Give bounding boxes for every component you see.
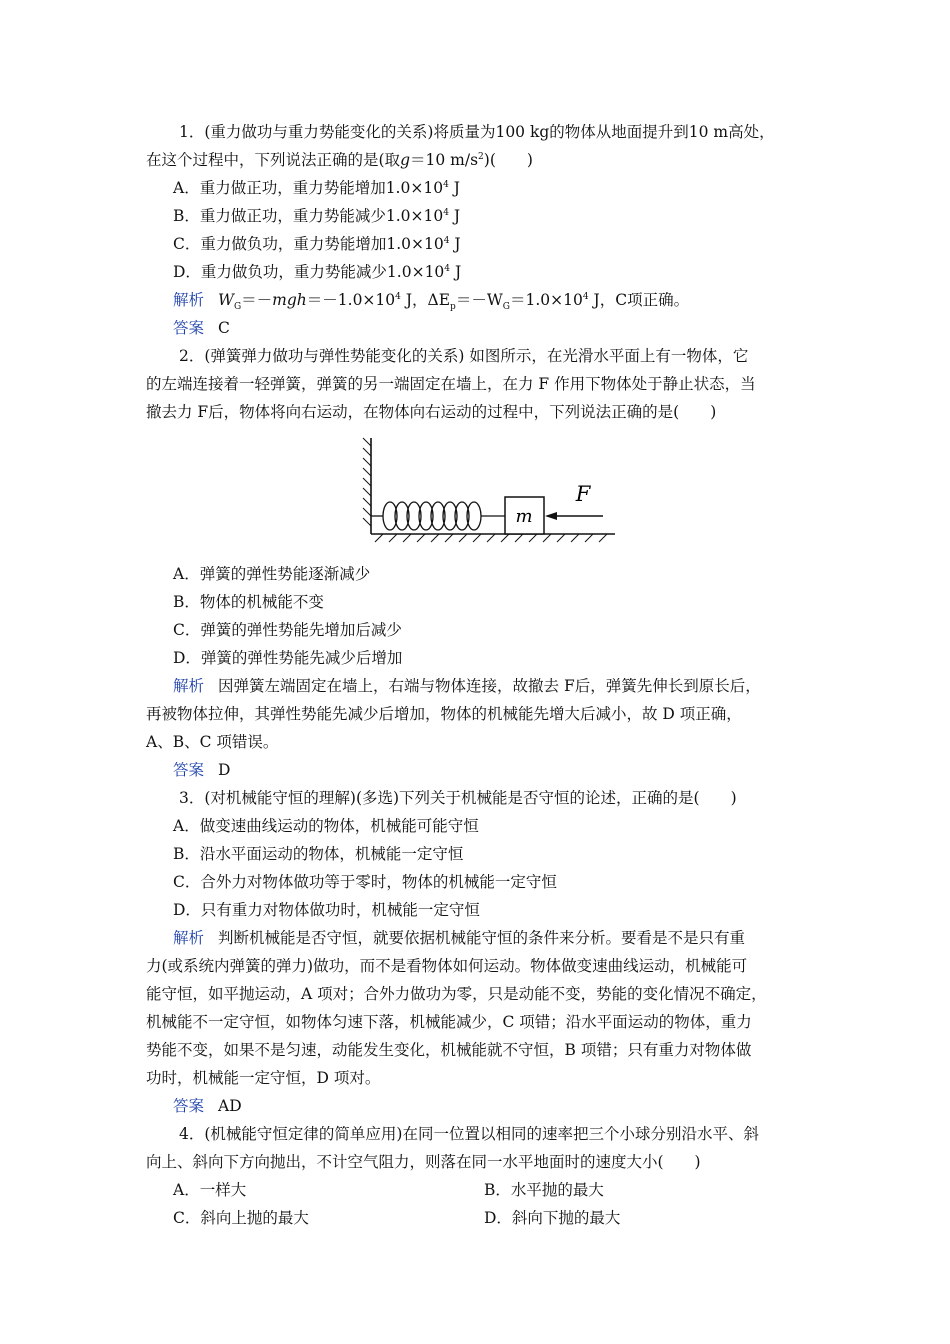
q3-analysis-line-6: 功时，机械能一定守恒，D 项对。 bbox=[146, 1069, 381, 1087]
q2-option-a[interactable]: A．弹簧的弹性势能逐渐减少 bbox=[173, 565, 371, 583]
q4-stem-line-1: 4．(机械能守恒定律的简单应用)在同一位置以相同的速率把三个小球分别沿水平、斜 bbox=[179, 1125, 759, 1143]
q2-analysis-line-1: 解析 因弹簧左端固定在墙上，右端与物体连接，故撤去 F后，弹簧先伸长到原长后， bbox=[173, 677, 761, 695]
q1-option-b[interactable]: B．重力做正功，重力势能减少$1.0\times 10^4$ J bbox=[173, 207, 461, 225]
q3-stem: 3．(对机械能守恒的理解)(多选)下列关于机械能是否守恒的论述，正确的是( ) bbox=[179, 789, 737, 807]
question-page bbox=[146, 118, 795, 1232]
q1-answer: 答案 C bbox=[173, 319, 230, 337]
analysis-label: 解析 bbox=[173, 291, 205, 309]
q4-stem-line-2: 向上、斜向下方向抛出，不计空气阻力，则落在同一水平地面时的速度大小( ) bbox=[146, 1153, 701, 1171]
q4-option-b[interactable]: B．水平抛的最大 bbox=[484, 1181, 604, 1199]
answer-label: 答案 bbox=[173, 319, 205, 337]
q4-option-a[interactable]: A．一样大 bbox=[173, 1181, 247, 1199]
q2-stem-line-3: 撤去力 F后，物体将向右运动，在物体向右运动的过程中，下列说法正确的是( ) bbox=[146, 403, 717, 421]
q2-option-b[interactable]: B．物体的机械能不变 bbox=[173, 593, 324, 611]
spring-coil bbox=[371, 502, 505, 530]
q3-option-b[interactable]: B．沿水平面运动的物体，机械能一定守恒 bbox=[173, 845, 464, 863]
spring-diagram bbox=[173, 426, 795, 560]
q3-answer: 答案 AD bbox=[173, 1097, 242, 1115]
q3-analysis-line-3: 能守恒，如平抛运动，A 项对；合外力做功为零，只是动能不变，势能的变化情况不确定， bbox=[146, 985, 767, 1003]
mass-label: m bbox=[515, 506, 533, 527]
q4-option-d[interactable]: D．斜向下抛的最大 bbox=[484, 1209, 621, 1227]
q3-analysis-line-1: 解析 判断机械能是否守恒，就要依据机械能守恒的条件来分析。要看是不是只有重 bbox=[173, 929, 746, 947]
q3-analysis-line-4: 机械能不一定守恒，如物体匀速下落，机械能减少，C 项错；沿水平面运动的物体，重力 bbox=[146, 1013, 752, 1031]
q2-answer: 答案 D bbox=[173, 761, 231, 779]
q1-stem-line-1: 1．(重力做功与重力势能变化的关系)将质量为100 kg的物体从地面提升到10 m高处， bbox=[179, 123, 775, 141]
q1-option-a[interactable]: A．重力做正功，重力势能增加$1.0\times 10^4$ J bbox=[173, 179, 460, 197]
q1-stem-line-2: 在这个过程中，下列说法正确的是(取g＝10 $m/s^2$)( ) bbox=[146, 151, 533, 169]
q2-stem-line-1: 2．(弹簧弹力做功与弹性势能变化的关系) 如图所示，在光滑水平面上有一物体，它 bbox=[179, 347, 749, 365]
q2-option-c[interactable]: C．弹簧的弹性势能先增加后减少 bbox=[173, 621, 402, 639]
q1-option-c[interactable]: C．重力做负功，重力势能增加$1.0\times 10^4$ J bbox=[173, 235, 461, 253]
q3-analysis-line-5: 势能不变，如果不是匀速，动能发生变化，机械能就不守恒，B 项错；只有重力对物体做 bbox=[146, 1041, 752, 1059]
q3-option-a[interactable]: A．做变速曲线运动的物体，机械能可能守恒 bbox=[173, 817, 479, 835]
q4-option-c[interactable]: C．斜向上抛的最大 bbox=[173, 1209, 309, 1227]
analysis-label: 解析 bbox=[173, 929, 205, 947]
q3-option-c[interactable]: C．合外力对物体做功等于零时，物体的机械能一定守恒 bbox=[173, 873, 557, 891]
q2-analysis-line-2: 再被物体拉伸，其弹性势能先减少后增加，物体的机械能先增大后减小，故 D 项正确， bbox=[146, 705, 742, 723]
q2-analysis-line-3: A、B、C 项错误。 bbox=[146, 733, 279, 751]
wall-hatch bbox=[363, 438, 371, 526]
floor-hatch bbox=[375, 534, 607, 542]
q3-analysis-line-2: 力(或系统内弹簧的弹力)做功，而不是看物体如何运动。物体做变速曲线运动，机械能可 bbox=[146, 957, 748, 975]
spring-block-figure bbox=[173, 426, 795, 560]
force-label: F bbox=[575, 482, 591, 506]
q1-option-d[interactable]: D．重力做负功，重力势能减少$1.0\times 10^4$ J bbox=[173, 263, 462, 281]
q1-analysis: 解析 $W_G=-mgh=-1.0\times 10^4$ J，$\Delta E_p=-W_G=1.0\times 10^4$ J，C项正确。 bbox=[173, 291, 690, 313]
q2-stem-line-2: 的左端连接着一轻弹簧，弹簧的另一端固定在墙上，在力 F 作用下物体处于静止状态，当 bbox=[146, 375, 756, 393]
analysis-label: 解析 bbox=[173, 677, 205, 695]
q4-options-row-1 bbox=[173, 1176, 795, 1204]
q2-option-d[interactable]: D．弹簧的弹性势能先减少后增加 bbox=[173, 649, 403, 667]
force-arrowhead bbox=[545, 512, 557, 520]
q4-options-row-2 bbox=[173, 1204, 795, 1232]
answer-label: 答案 bbox=[173, 761, 205, 779]
q3-option-d[interactable]: D．只有重力对物体做功时，机械能一定守恒 bbox=[173, 901, 480, 919]
answer-label: 答案 bbox=[173, 1097, 205, 1115]
